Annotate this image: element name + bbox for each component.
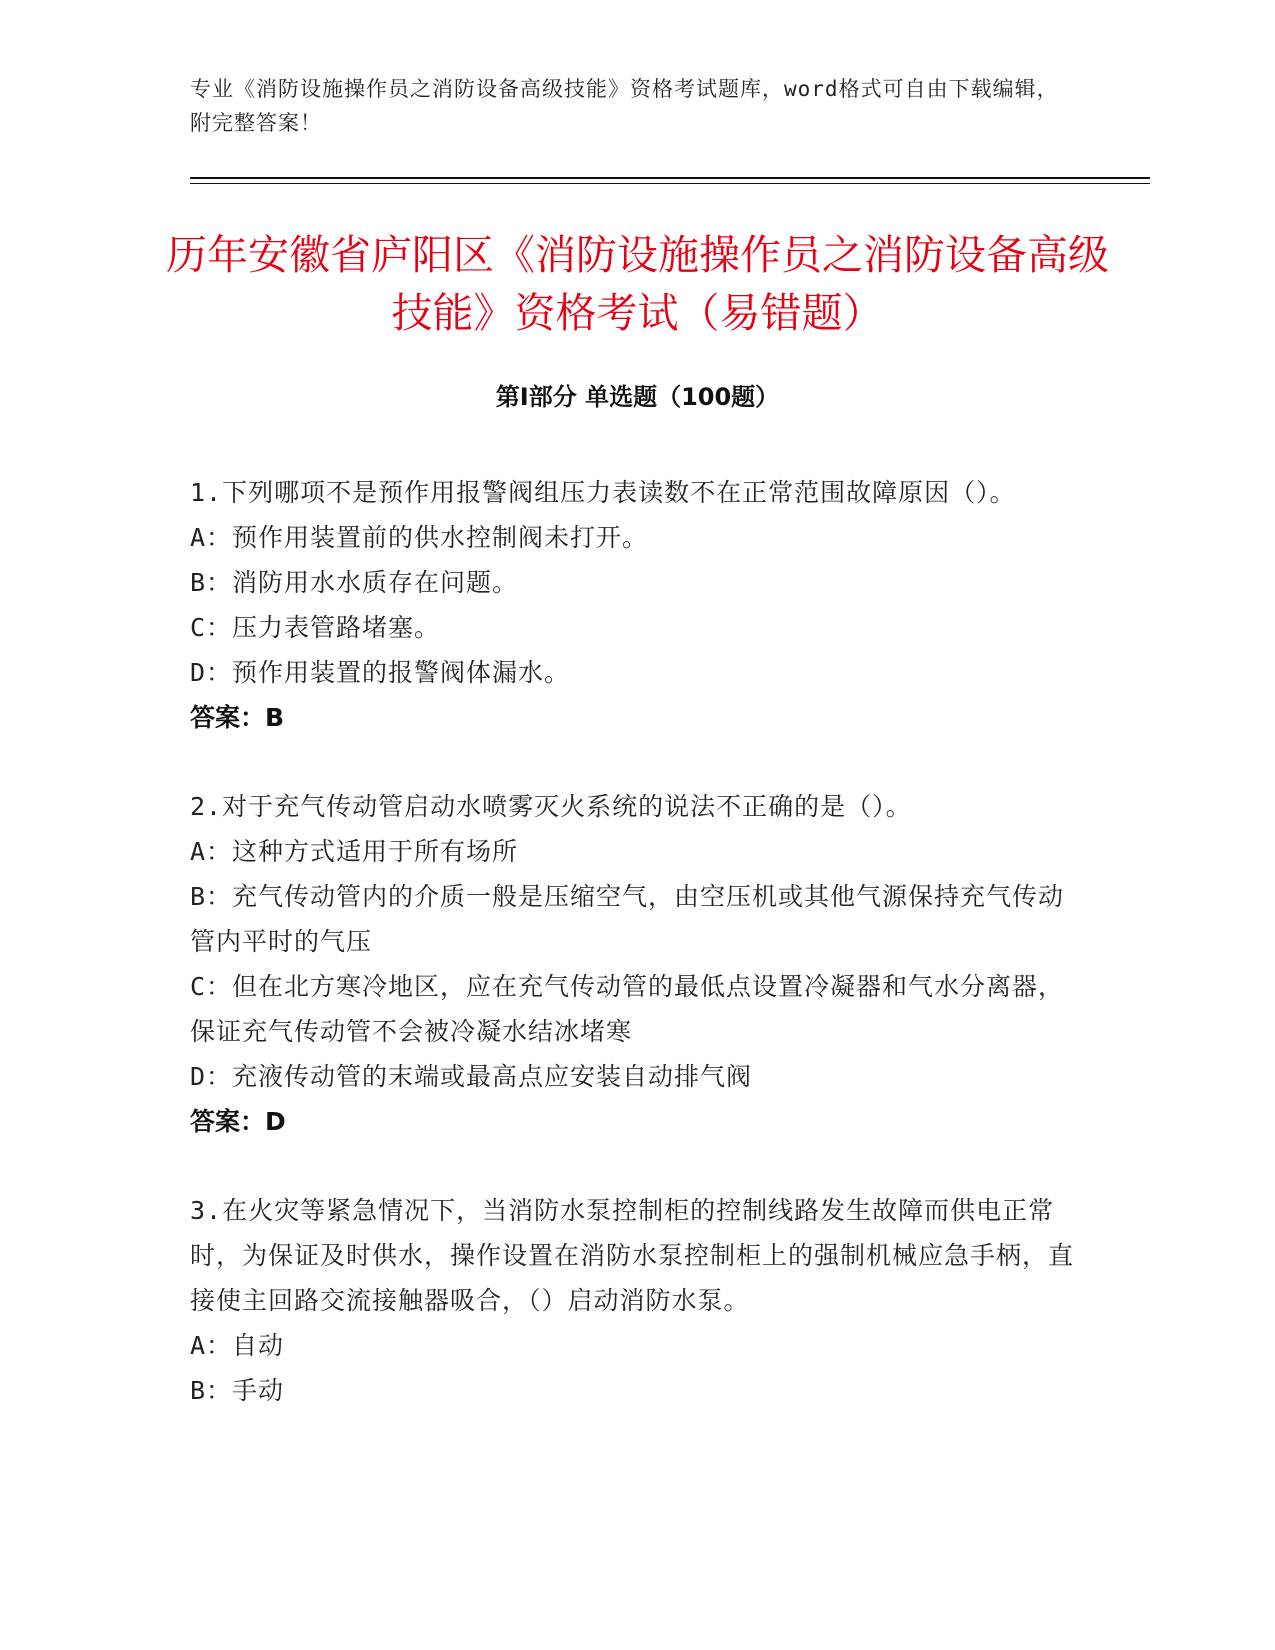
option-b: B：手动	[190, 1376, 285, 1405]
question-stem: 1.下列哪项不是预作用报警阀组压力表读数不在正常范围故障原因（）。	[190, 478, 1016, 507]
answer-text: 答案：D	[190, 1107, 286, 1136]
option-d: D：充液传动管的末端或最高点应安装自动排气阀	[190, 1062, 753, 1091]
question-stem: 2.对于充气传动管启动水喷雾灭火系统的说法不正确的是（）。	[190, 792, 912, 821]
option-a: A：自动	[190, 1331, 285, 1360]
question-1	[190, 470, 1080, 740]
document-title: 历年安徽省庐阳区《消防设施操作员之消防设备高级技能》资格考试（易错题）	[166, 231, 1109, 337]
question-2	[190, 784, 1080, 1144]
option-c: C：但在北方寒冷地区，应在充气传动管的最低点设置冷凝器和气水分离器，保证充气传动管不会被冷凝水结冰堵寒	[190, 972, 1065, 1046]
option-b: B：充气传动管内的介质一般是压缩空气，由空压机或其他气源保持充气传动管内平时的气压	[190, 882, 1065, 956]
option-a: A：这种方式适用于所有场所	[190, 837, 519, 866]
section-heading: 第Ⅰ部分 单选题（100题）	[495, 383, 780, 411]
answer-text: 答案：B	[190, 703, 285, 732]
question-3	[190, 1188, 1080, 1413]
header-note: 专业《消防设施操作员之消防设备高级技能》资格考试题库，word格式可自由下载编辑，附完整答案！	[190, 77, 1059, 135]
header-divider-thick	[190, 177, 1150, 179]
question-stem: 3.在火灾等紧急情况下，当消防水泵控制柜的控制线路发生故障而供电正常时，为保证及时供水，操作设置在消防水泵控制柜上的强制机械应急手柄，直接使主回路交流接触器吸合，（）启动消防水泵。	[190, 1196, 1075, 1315]
option-b: B：消防用水水质存在问题。	[190, 568, 519, 597]
option-d: D：预作用装置的报警阀体漏水。	[190, 658, 571, 687]
header-divider-thin	[190, 183, 1150, 184]
question-list	[190, 470, 1080, 1457]
option-a: A：预作用装置前的供水控制阀未打开。	[190, 523, 649, 552]
option-c: C：压力表管路堵塞。	[190, 613, 441, 642]
